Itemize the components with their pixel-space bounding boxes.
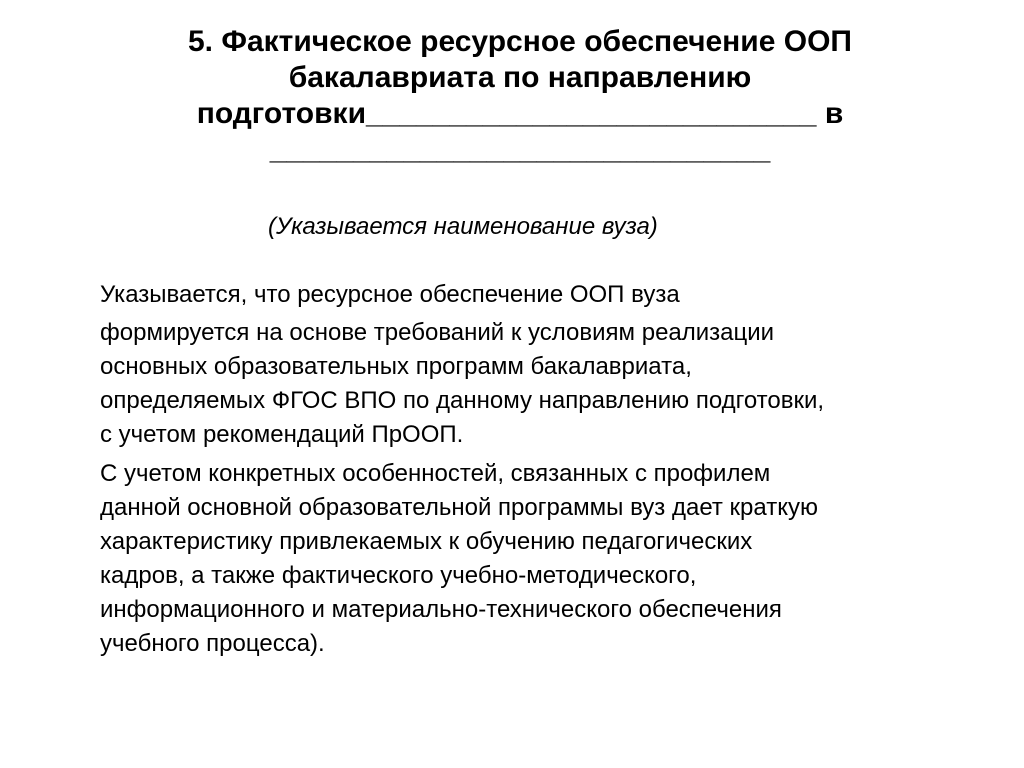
paragraph-2-line: информационного и материально-технического обеспечения [100,596,782,623]
subtitle-text: (Указывается наименование вуза) [268,213,658,240]
title-line-1: 5. Фактическое ресурсное обеспечение ООП [187,25,852,58]
paragraph-1-line: определяемых ФГОС ВПО по данному направлению подготовки, [100,387,825,414]
title-line-3: подготовки___________________________ в [196,97,844,130]
paragraph-2-line: С учетом конкретных особенностей, связанных с профилем [100,460,771,487]
title-line-4: ______________________________ [269,133,771,166]
paragraph-1-line: Указывается, что ресурсное обеспечение ООП вуза [100,281,680,308]
paragraph-2-line: кадров, а также фактического учебно-методического, [100,562,697,589]
paragraph-1 [100,278,980,452]
paragraph-1-line: с учетом рекомендаций ПрООП. [100,421,464,448]
paragraph-2-line: характеристику привлекаемых к обучению педагогических [100,528,753,555]
paragraph-1-line: формируется на основе требований к условиям реализации [100,319,775,346]
paragraph-1-line: основных образовательных программ бакалавриата, [100,353,692,380]
paragraph-2-line: учебного процесса). [100,630,325,657]
paragraph-2-line: данной основной образовательной программы вуз дает краткую [100,494,818,521]
slide-title [120,24,920,168]
paragraph-2 [100,457,980,661]
title-line-2: бакалавриата по направлению [288,61,752,94]
